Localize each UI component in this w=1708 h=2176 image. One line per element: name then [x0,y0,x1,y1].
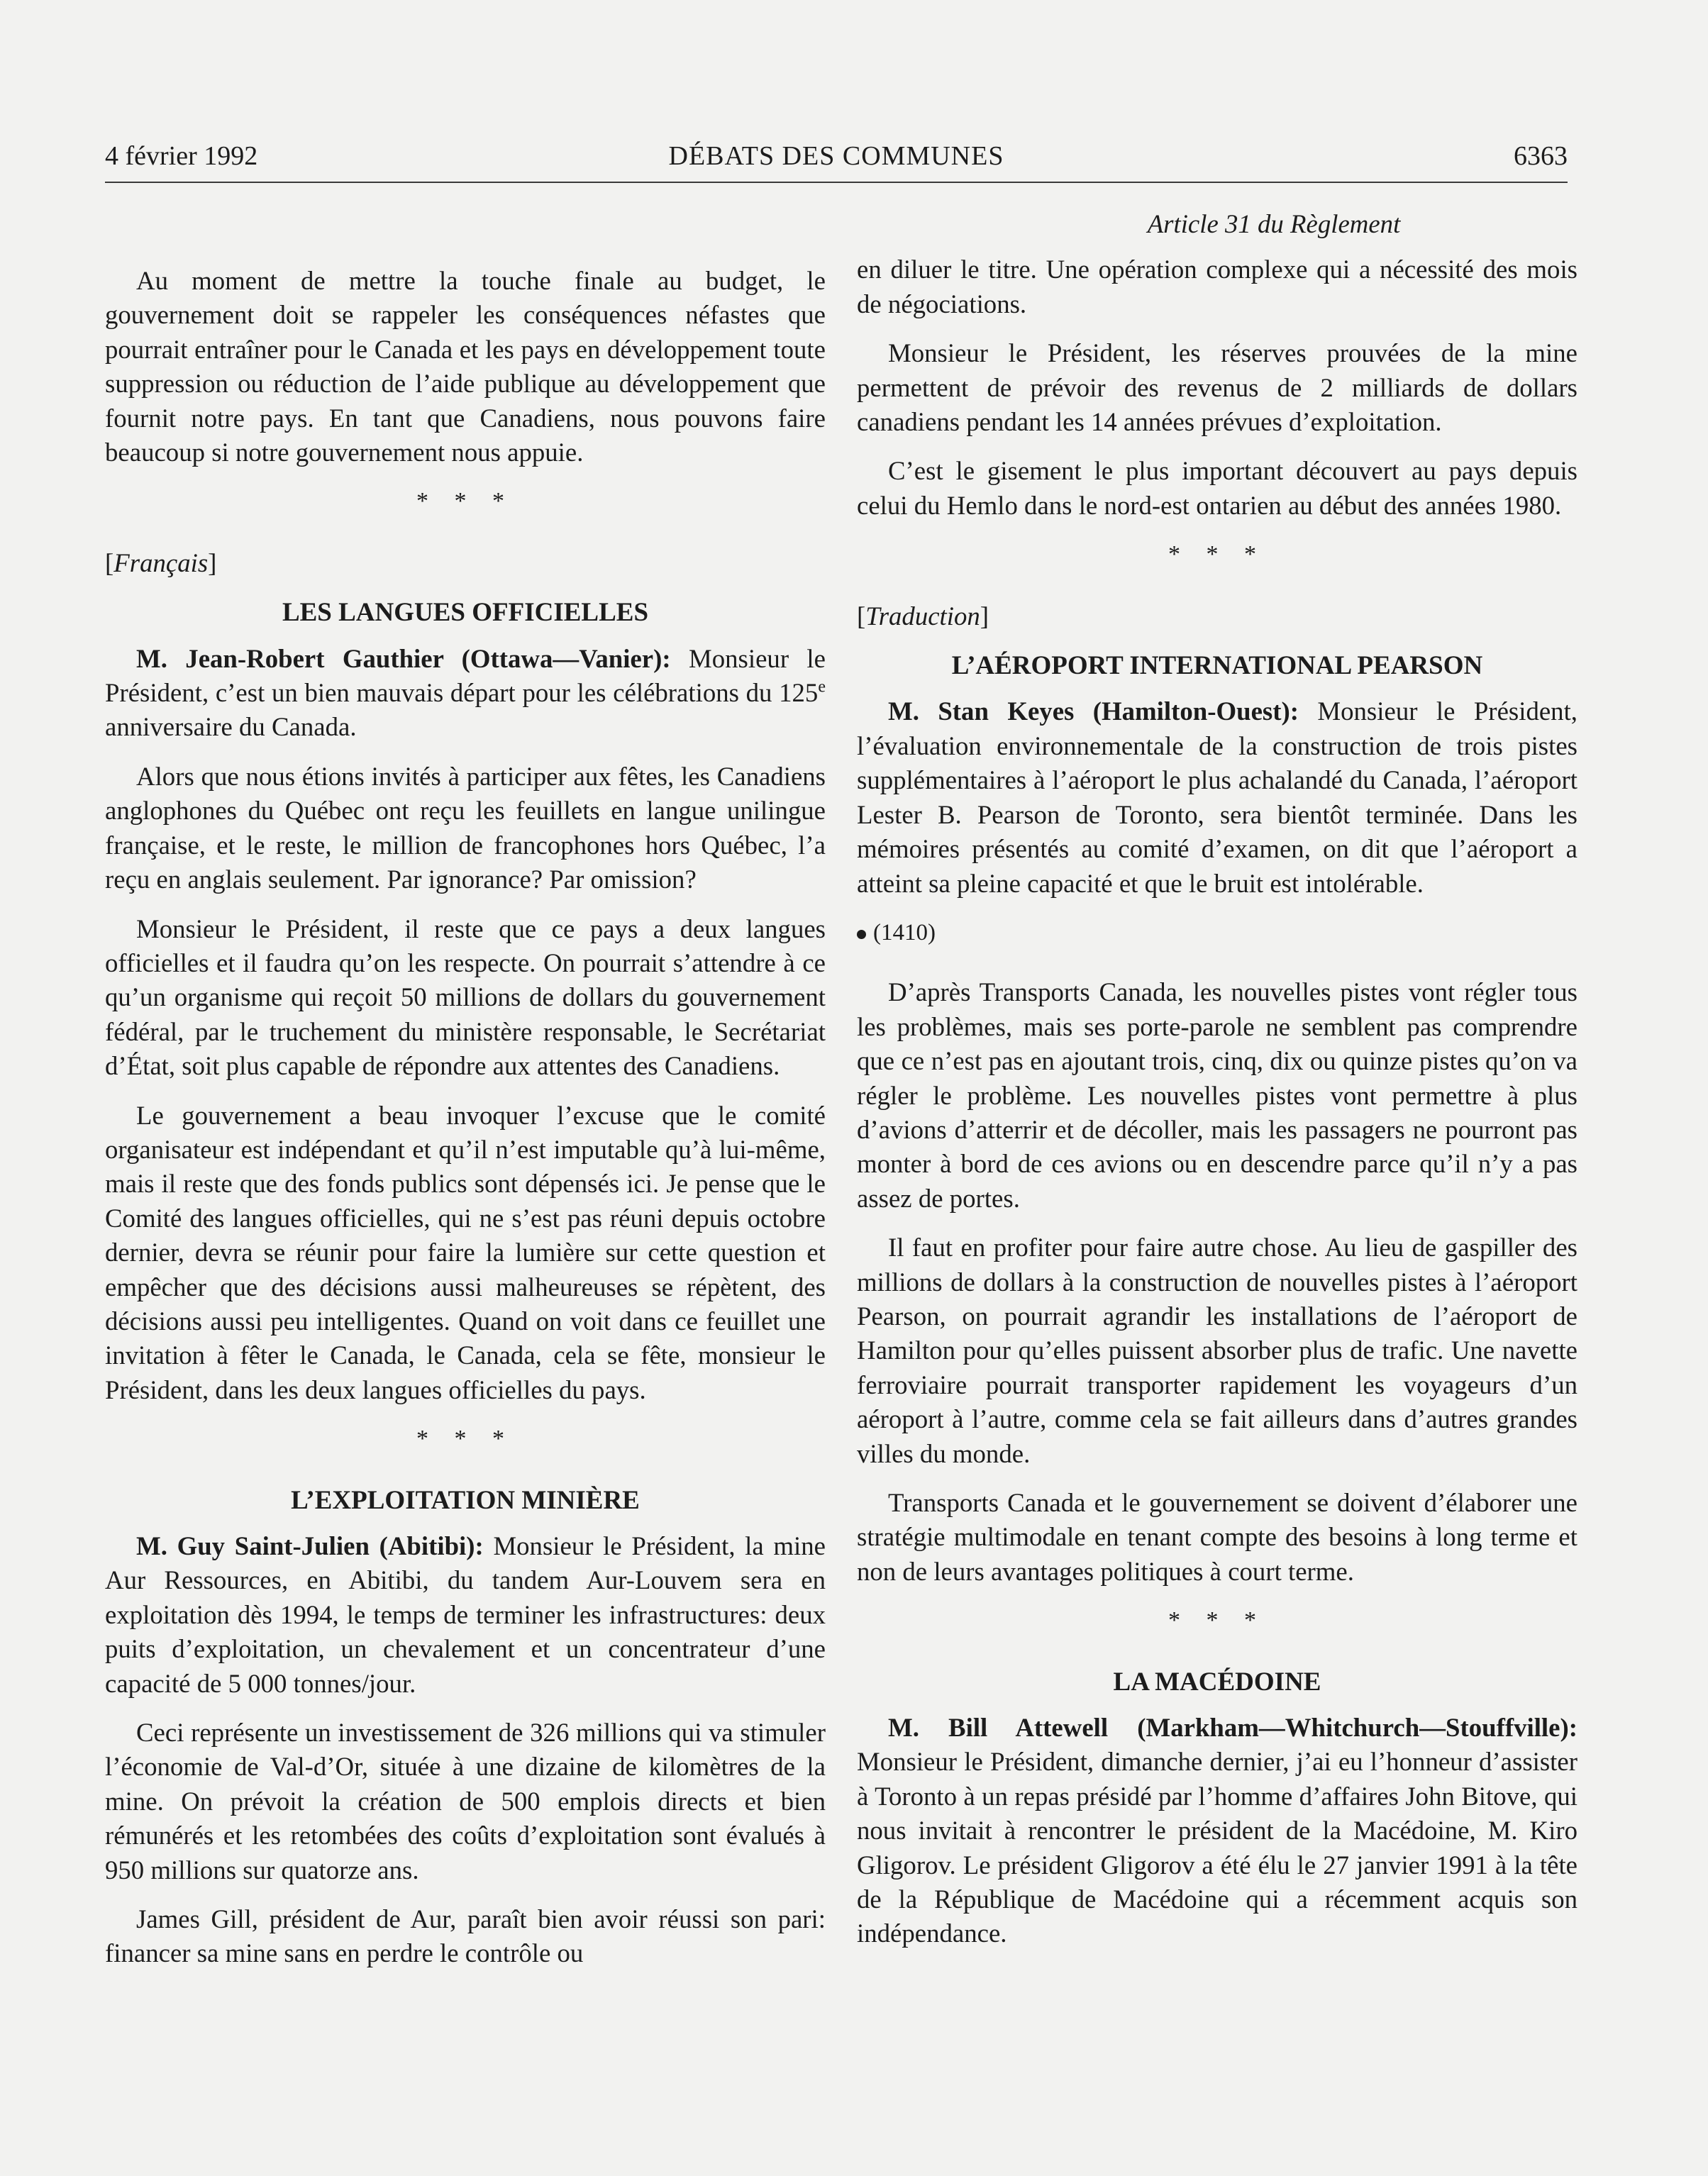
paragraph: Transports Canada et le gouvernement se doivent d’élaborer une stratégie multimodale en tenant compte des besoins à long terme et non de leurs avantages politiques à court terme. [857,1488,1577,1586]
paragraph: en diluer le titre. Une opération complexe qui a nécessité des mois de négociations. [857,255,1577,318]
article-reference: Article 31 du Règlement [1147,209,1401,238]
speaker-name: M. Bill Attewell (Markham—Whitchurch—Stouffville): [888,1713,1577,1743]
paragraph: Au moment de mettre la touche finale au budget, le gouvernement doit se rappeler les conséquences néfastes que pourrait entraîner pour le Canada et les pays en développement toute suppression ou réduction de l’aide publique au développement que fournit notre pays. En tant que Canadiens, nous pouvons faire beaucoup si notre gouvernement nous appuie. [105,266,826,467]
section-heading: LA MACÉDOINE [1113,1667,1321,1697]
time-marker: (1410) [857,916,1577,950]
section-separator: * * * [416,1426,514,1453]
paragraph: Monsieur le Président, il reste que ce pays a deux langues officielles et il faudra qu’on les respecte. On pourrait s’attendre à ce qu’un organisme qui reçoit 50 millions de dollars du gouvernement fédéral, par le truchement du ministère responsable, le Secrétariat d’État, soit plus capable de répondre aux attentes des Canadiens. [105,914,826,1081]
section-separator: * * * [1168,541,1266,568]
speech-paragraph: M. Stan Keyes (Hamilton-Ouest): Monsieur le Président, l’évaluation environnementale de la construction de trois pistes supplémentaires à l’aéroport le plus achalandé du Canada, l’aéroport Lester B. Pearson de Toronto, sera bientôt terminée. Dans les mémoires présentés au comité d’examen, on dit que l’aéroport a atteint sa pleine capacité et que le bruit est intolérable. [857,696,1577,898]
bullet-icon [857,930,866,939]
header-page-number: 6363 [1514,141,1568,171]
right-column [857,207,1577,1951]
section-heading: L’EXPLOITATION MINIÈRE [291,1485,640,1515]
speaker-name: M. Guy Saint-Julien (Abitibi): [136,1531,484,1560]
page-header [105,139,1568,183]
language-label: [Traduction] [857,601,989,631]
paragraph: Monsieur le Président, les réserves prouvées de la mine permettent de prévoir des revenus de 2 milliards de dollars canadiens pendant les 14 années prévues d’exploitation. [857,338,1577,437]
paragraph: Alors que nous étions invités à participer aux fêtes, les Canadiens anglophones du Québec ont reçu les feuillets en langue unilingue française, et le reste, le million de francophones hors Québec, l’a reçu en anglais seulement. Par ignorance? Par omission? [105,761,826,894]
section-heading: LES LANGUES OFFICIELLES [282,598,649,628]
section-separator: * * * [416,488,514,515]
section-separator: * * * [1168,1607,1266,1634]
speech-paragraph: M. Guy Saint-Julien (Abitibi): Monsieur le Président, la mine Aur Ressources, en Abitibi, du tandem Aur-Louvem sera en exploitation dès 1994, le temps de terminer les infrastructures: deux puits d’exploitation, un chevalement et un concentrateur d’une capacité de 5 000 tonnes/jour. [105,1531,826,1698]
superscript: e [818,677,826,696]
header-date: 4 février 1992 [105,141,258,171]
paragraph: C’est le gisement le plus important découvert au pays depuis celui du Hemlo dans le nord-est ontarien au début des années 1980. [857,456,1577,520]
header-title: DÉBATS DES COMMUNES [668,141,1004,171]
paragraph: Le gouvernement a beau invoquer l’excuse que le comité organisateur est indépendant et qu’il n’est imputable qu’à lui-même, mais il reste que des fonds publics sont dépensés ici. Je pense que le Comité des langues officielles, qui ne s’est pas réuni depuis octobre dernier, devra se réunir pour faire la lumière sur cette question et empêcher que des décisions aussi malheureuses se répètent, des décisions aussi peu intelligentes. Quand on voit dans ce feuillet une invitation à fêter le Canada, le Canada, cela se fête, monsieur le Président, dans les deux langues officielles du pays. [105,1100,826,1404]
paragraph: D’après Transports Canada, les nouvelles pistes vont régler tous les problèmes, mais ses porte-parole ne semblent pas comprendre que ce n’est pas en ajoutant trois, cinq, dix ou quinze pistes qu’on va régler le problème. Les nouvelles pistes vont permettre à plus d’avions d’atterrir et de décoller, mais les passagers ne pourront pas monter à bord de ces avions ou en descendre parce qu’il n’y a pas assez de portes. [857,977,1577,1213]
speaker-name: M. Stan Keyes (Hamilton-Ouest): [888,696,1299,726]
section-heading: L’AÉROPORT INTERNATIONAL PEARSON [951,651,1483,681]
speech-paragraph: M. Jean-Robert Gauthier (Ottawa—Vanier): Monsieur le Président, c’est un bien mauvais départ pour les célébrations du 125e anniversaire du Canada. [105,643,826,742]
left-column [105,207,826,1971]
paragraph: Ceci représente un investissement de 326 millions qui va stimuler l’économie de Val-d’Or, située à une dizaine de kilomètres de la mine. On prévoit la création de 500 emplois directs et bien rémunérés et les retombées des coûts d’exploitation sont évalués à 950 millions sur quatorze ans. [105,1718,826,1884]
language-label: [Français] [105,548,217,577]
paragraph: Il faut en profiter pour faire autre chose. Au lieu de gaspiller des millions de dollars à la construction de nouvelles pistes à l’aéroport Pearson, on pourrait agrandir les installations de l’aéroport de Hamilton pour qu’elles puissent absorber plus de trafic. Une navette ferroviaire pourrait transporter rapidement les voyageurs d’un aéroport à l’autre, comme cela se fait ailleurs dans d’autres grandes villes du monde. [857,1233,1577,1468]
paragraph: James Gill, président de Aur, paraît bien avoir réussi son pari: financer sa mine sans en perdre le contrôle ou [105,1904,826,1968]
speech-paragraph: M. Bill Attewell (Markham—Whitchurch—Stouffville): Monsieur le Président, dimanche dernier, j’ai eu l’honneur d’assister à Toronto à un repas présidé par l’homme d’affaires John Bitove, qui nous invitait à rencontrer le président de la Macédoine, M. Kiro Gligorov. Le président Gligorov a été élu le 27 janvier 1991 à la tête de la République de Macédoine qui a récemment acquis son indépendance. [857,1713,1577,1948]
speaker-name: M. Jean-Robert Gauthier (Ottawa—Vanier): [136,643,671,673]
